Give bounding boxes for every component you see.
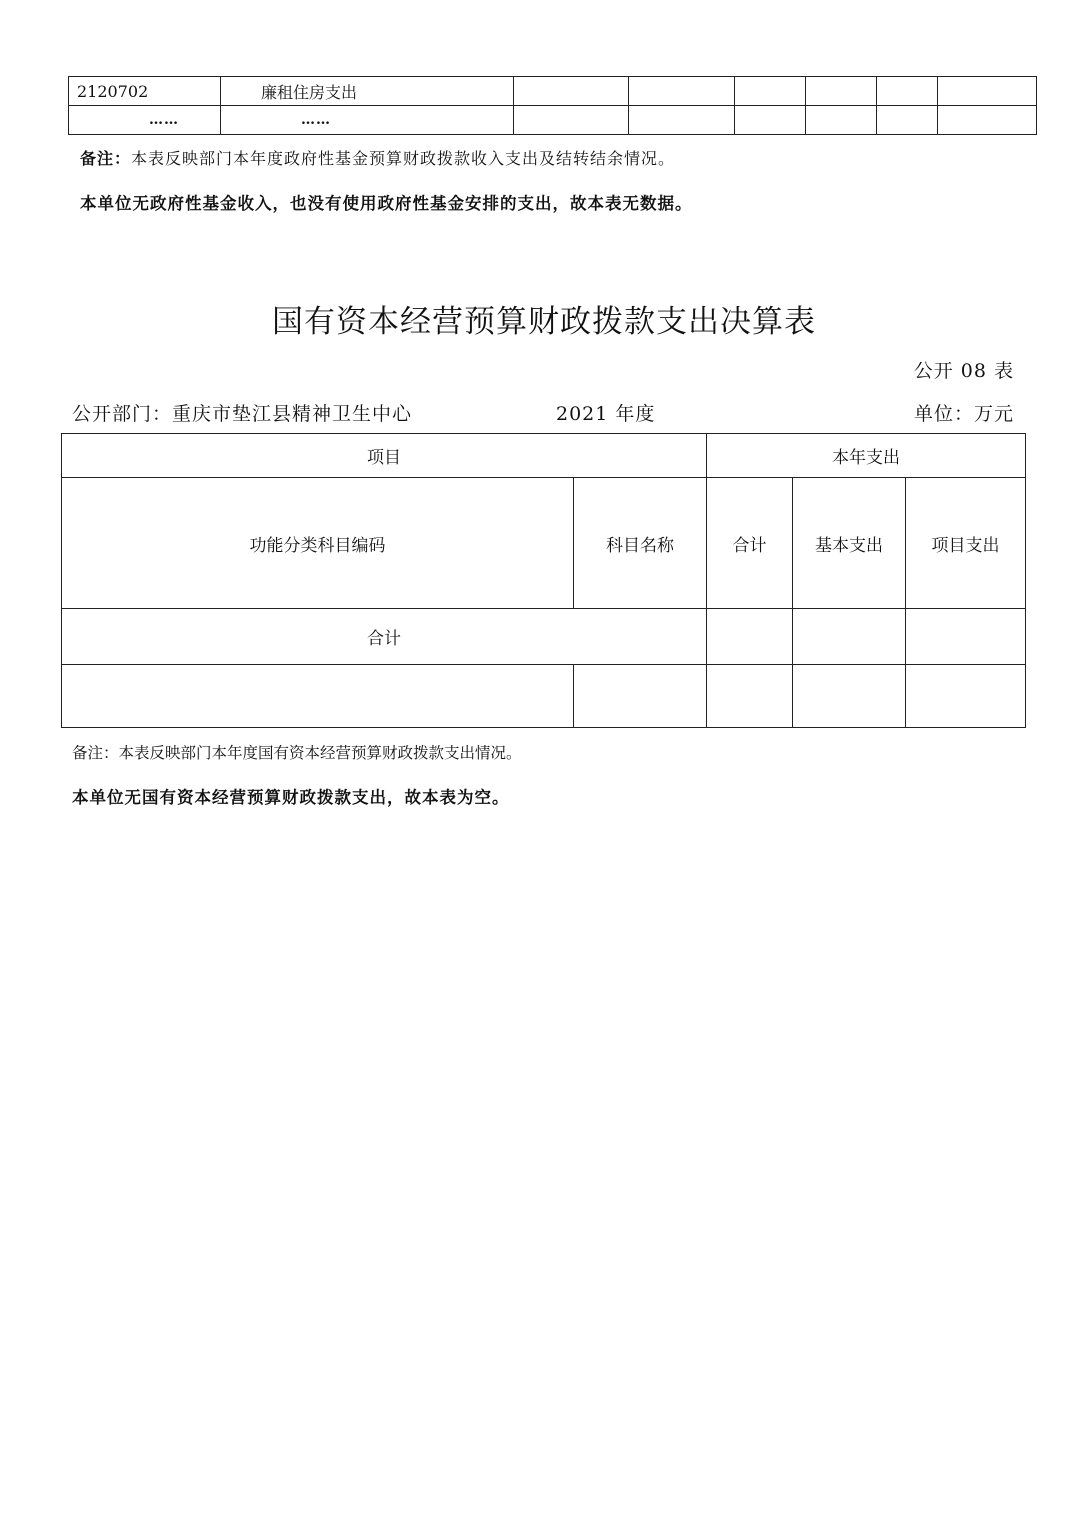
department-label: 公开部门：重庆市垫江县精神卫生中心 xyxy=(72,403,413,425)
remark-text: 本表反映部门本年度政府性基金预算财政拨款收入支出及结转结余情况。 xyxy=(131,149,676,168)
table-row xyxy=(62,665,1026,728)
remark-note xyxy=(80,146,675,169)
subject-code-cell: 2120702 xyxy=(69,77,221,106)
project-expense-header: 项目支出 xyxy=(906,478,1026,609)
table-row xyxy=(69,77,1037,106)
fiscal-year: 2021 年度 xyxy=(556,403,656,425)
project-header: 项目 xyxy=(62,434,707,478)
table-note: 备注：本表反映部门本年度国有资本经营预算财政拨款支出情况。 xyxy=(72,744,522,762)
total-row-label: 合计 xyxy=(62,609,707,665)
form-number: 公开 08 表 xyxy=(913,360,1014,382)
table-row xyxy=(69,106,1037,135)
no-data-statement: 本单位无政府性基金收入，也没有使用政府性基金安排的支出，故本表无数据。 xyxy=(80,194,693,213)
table-row xyxy=(62,609,1026,665)
carryover-table xyxy=(68,76,1037,135)
subject-name-cell: 廉租住房支出 xyxy=(221,77,514,106)
basic-expense-header: 基本支出 xyxy=(793,478,906,609)
total-header: 合计 xyxy=(707,478,793,609)
page-title: 国有资本经营预算财政拨款支出决算表 xyxy=(272,304,816,340)
unit-label: 单位：万元 xyxy=(913,403,1014,425)
ellipsis-cell: …… xyxy=(69,106,221,135)
table-header-row xyxy=(62,478,1026,609)
expense-table xyxy=(61,433,1026,728)
empty-table-statement: 本单位无国有资本经营预算财政拨款支出，故本表为空。 xyxy=(72,788,510,807)
subject-name-header: 科目名称 xyxy=(574,478,707,609)
current-year-expense-header: 本年支出 xyxy=(707,434,1026,478)
table-header-row xyxy=(62,434,1026,478)
ellipsis-cell: …… xyxy=(221,106,514,135)
func-code-header: 功能分类科目编码 xyxy=(62,478,574,609)
remark-label: 备注： xyxy=(80,149,132,168)
